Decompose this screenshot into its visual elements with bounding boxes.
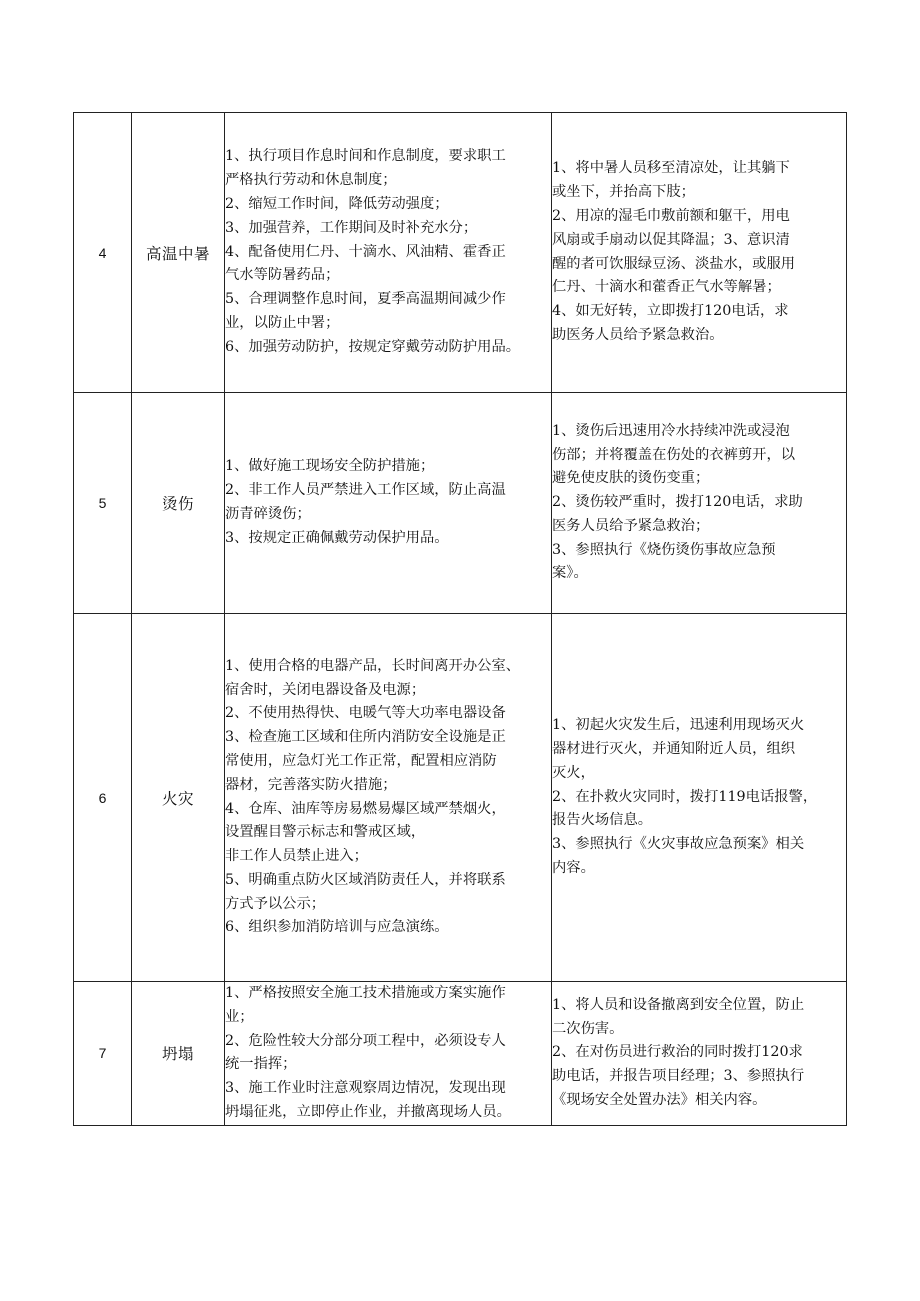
table-row bbox=[74, 982, 847, 1126]
emergency-response-cell bbox=[552, 393, 847, 614]
prevention-line: 5、明确重点防火区域消防责任人，并将联系 bbox=[225, 871, 506, 888]
prevention-line: 1、执行项目作息时间和作息制度，要求职工 bbox=[225, 148, 506, 165]
prevention-line: 4、配备使用仁丹、十滴水、风油精、霍香正 bbox=[225, 243, 506, 260]
response-line: 3、参照执行《火灾事故应急预案》相关 bbox=[552, 836, 805, 853]
response-line: 案》。 bbox=[552, 565, 588, 582]
prevention-line: 方式予以公示； bbox=[225, 895, 326, 912]
prevention-line: 2、不使用热得快、电暖气等大功率电器设备 bbox=[225, 705, 506, 722]
prevention-measures-cell bbox=[225, 982, 552, 1126]
response-line: 1、烫伤后迅速用冷水持续冲洗或浸泡 bbox=[552, 422, 790, 439]
response-line: 2、在扑救火灾同时，拨打119电话报警， bbox=[552, 788, 818, 805]
prevention-line: 常使用，应急灯光工作正常，配置相应消防 bbox=[225, 752, 497, 769]
prevention-measures-cell bbox=[225, 614, 552, 982]
response-line: 医务人员给予紧急救治； bbox=[552, 517, 710, 534]
hazard-name: 高温中暑 bbox=[132, 113, 225, 393]
response-line: 风扇或手扇动以促其降温；3、意识清 bbox=[552, 231, 790, 248]
response-line: 2、用凉的湿毛巾敷前额和躯干，用电 bbox=[552, 207, 790, 224]
prevention-line: 统一指挥； bbox=[225, 1056, 297, 1073]
response-line: 器材进行灭火，并通知附近人员，组织 bbox=[552, 741, 796, 757]
emergency-response-cell bbox=[552, 113, 847, 393]
response-line: 避免使皮肤的烫伤变重； bbox=[552, 470, 710, 487]
response-line: 助医务人员给予紧急救治。 bbox=[552, 326, 724, 343]
prevention-line: 非工作人员禁止进入； bbox=[225, 848, 368, 865]
response-line: 二次伤害。 bbox=[552, 1020, 624, 1037]
prevention-line: 宿舍时，关闭电器设备及电源； bbox=[225, 681, 426, 698]
prevention-line: 1、做好施工现场安全防护措施； bbox=[225, 458, 435, 475]
prevention-measures-cell bbox=[225, 393, 552, 614]
table-row bbox=[74, 113, 847, 393]
prevention-line: 气水等防暑药品； bbox=[225, 267, 340, 284]
row-number: 5 bbox=[74, 393, 132, 614]
prevention-line: 5、合理调整作息时间，夏季高温期间减少作 bbox=[225, 291, 506, 308]
response-line: 1、将人员和设备撤离到安全位置，防止 bbox=[552, 996, 805, 1013]
prevention-line: 1、使用合格的电器产品，长时间离开办公室、 bbox=[225, 657, 521, 674]
prevention-line: 3、施工作业时注意观察周边情况，发现出现 bbox=[225, 1080, 506, 1097]
prevention-line: 1、严格按照安全施工技术措施或方案实施作 bbox=[225, 985, 506, 1001]
response-line: 伤部；并将覆盖在伤处的衣裤剪开，以 bbox=[552, 446, 796, 463]
prevention-line: 坍塌征兆，立即停止作业，并撤离现场人员。 bbox=[225, 1103, 511, 1120]
response-line: 4、如无好转，立即拨打120电话，求 bbox=[552, 303, 789, 320]
hazard-name: 烫伤 bbox=[132, 393, 225, 614]
response-line: 灭火， bbox=[552, 764, 595, 781]
prevention-line: 3、检查施工区域和住所内消防安全设施是正 bbox=[225, 729, 506, 746]
prevention-line: 设置醒目警示标志和警戒区域， bbox=[225, 824, 426, 841]
prevention-measures-cell bbox=[225, 113, 552, 393]
response-line: 《现场安全处置办法》相关内容。 bbox=[552, 1092, 767, 1109]
row-number: 4 bbox=[74, 113, 132, 393]
prevention-line: 2、缩短工作时间，降低劳动强度； bbox=[225, 196, 449, 212]
response-line: 助电话，并报告项目经理；3、参照执行 bbox=[552, 1068, 805, 1085]
response-line: 仁丹、十滴水和藿香正气水等解暑； bbox=[552, 279, 781, 296]
table-body bbox=[74, 113, 847, 1126]
hazard-name: 火灾 bbox=[132, 614, 225, 982]
prevention-line: 2、危险性较大分部分项工程中，必须设专人 bbox=[225, 1032, 506, 1049]
prevention-line: 6、加强劳动防护，按规定穿戴劳动防护用品。 bbox=[225, 338, 521, 355]
table-row bbox=[74, 393, 847, 614]
response-line: 或坐下，并抬高下肢； bbox=[552, 184, 695, 201]
response-line: 报告火场信息。 bbox=[552, 812, 653, 829]
prevention-line: 3、加强营养，工作期间及时补充水分； bbox=[225, 219, 478, 236]
prevention-line: 4、仓库、油库等房易燃易爆区域严禁烟火， bbox=[225, 800, 506, 817]
hazard-name: 坍塌 bbox=[132, 982, 225, 1126]
response-line: 1、将中暑人员移至清凉处，让其躺下 bbox=[552, 160, 790, 177]
prevention-line: 2、非工作人员严禁进入工作区域，防止高温 bbox=[225, 482, 506, 499]
prevention-line: 严格执行劳动和休息制度； bbox=[225, 172, 397, 189]
prevention-line: 沥青碎烫伤； bbox=[225, 506, 311, 522]
response-line: 内容。 bbox=[552, 859, 595, 876]
prevention-line: 6、组织参加消防培训与应急演练。 bbox=[225, 919, 449, 936]
prevention-line: 业； bbox=[225, 1008, 254, 1025]
response-line: 2、烫伤较严重时，拨打120电话，求助 bbox=[552, 494, 803, 511]
row-number: 7 bbox=[74, 982, 132, 1126]
table-row bbox=[74, 614, 847, 982]
row-number: 6 bbox=[74, 614, 132, 982]
emergency-response-cell bbox=[552, 982, 847, 1126]
response-line: 醒的者可饮服绿豆汤、淡盐水，或服用 bbox=[552, 255, 796, 272]
prevention-line: 器材，完善落实防火措施； bbox=[225, 776, 397, 793]
prevention-line: 3、按规定正确佩戴劳动保护用品。 bbox=[225, 529, 449, 546]
emergency-response-cell bbox=[552, 614, 847, 982]
response-line: 3、参照执行《烧伤烫伤事故应急预 bbox=[552, 541, 776, 558]
response-line: 1、初起火灾发生后，迅速利用现场灭火 bbox=[552, 717, 805, 734]
prevention-line: 业，以防止中署； bbox=[225, 314, 340, 331]
hazard-measures-table bbox=[73, 112, 847, 1126]
response-line: 2、在对伤员进行救治的同时拨打120求 bbox=[552, 1044, 803, 1061]
